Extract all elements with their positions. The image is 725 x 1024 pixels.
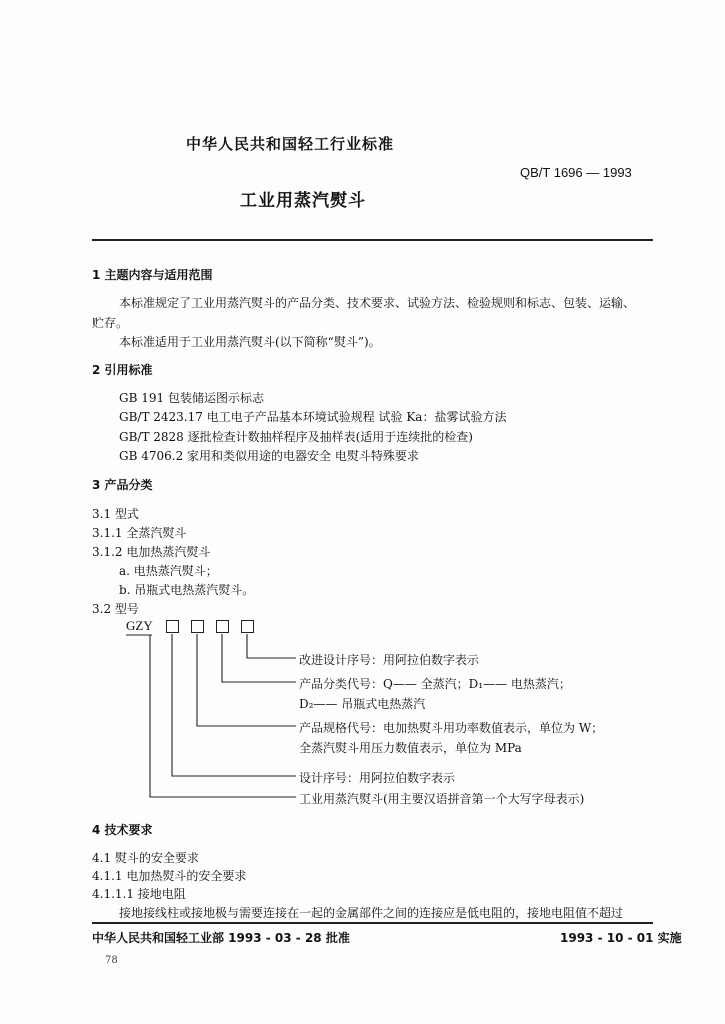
section-2-heading: 2 引用标准 (92, 363, 153, 377)
clause-3-1-1: 3.1.1 全蒸汽熨斗 (92, 526, 187, 540)
callout-spec-line-2: 全蒸汽熨斗用压力数值表示，单位为 MPa (299, 741, 522, 755)
reference-item: GB/T 2423.17 电工电子产品基本环境试验规程 试验 Ka：盐雾试验方法 (119, 410, 507, 424)
model-box-4 (241, 620, 254, 633)
section-3-heading: 3 产品分类 (92, 478, 153, 492)
section-4-heading: 4 技术要求 (92, 823, 153, 837)
standard-code: QB/T 1696 — 1993 (520, 165, 632, 180)
callout-category-line-1: 产品分类代号：Q—— 全蒸汽；D₁—— 电热蒸汽； (299, 677, 571, 691)
clause-4-body: 接地接线柱或接地极与需要连接在一起的金属部件之间的连接应是低电阻的，接地电阻值不超过 (119, 906, 624, 920)
issuer-approval: 中华人民共和国轻工业部 1993 - 03 - 28 批准 (92, 931, 350, 945)
model-box-3 (216, 620, 229, 633)
clause-3-1: 3.1 型式 (92, 507, 139, 521)
callout-category-line-2: D₂—— 吊瓶式电热蒸汽 (299, 697, 426, 711)
effective-date: 1993 - 10 - 01 实施 (560, 931, 682, 945)
model-box-2 (191, 620, 204, 633)
callout-product-code: 工业用蒸汽熨斗(用主要汉语拼音第一个大写字母表示) (299, 792, 585, 806)
section-1-para-1-line-2: 贮存。 (92, 316, 129, 330)
section-1-para-2: 本标准适用于工业用蒸汽熨斗(以下简称“熨斗”)。 (119, 335, 381, 349)
callout-design-seq: 设计序号：用阿拉伯数字表示 (299, 771, 456, 785)
header-divider (92, 239, 653, 241)
section-1-heading: 1 主题内容与适用范围 (92, 268, 213, 282)
reference-item: GB 4706.2 家用和类似用途的电器安全 电熨斗特殊要求 (119, 449, 419, 463)
reference-item: GB/T 2828 逐批检查计数抽样程序及抽样表(适用于连续批的检查) (119, 430, 473, 444)
callout-spec-line-1: 产品规格代号：电加热熨斗用功率数值表示，单位为 W； (299, 721, 604, 735)
section-1-para-1-line-1: 本标准规定了工业用蒸汽熨斗的产品分类、技术要求、试验方法、检验规则和标志、包装、运输、 (119, 296, 636, 310)
reference-item: GB 191 包装储运图示标志 (119, 391, 264, 405)
clause-3-2: 3.2 型号 (92, 602, 139, 616)
list-item-b: b. 吊瓶式电热蒸汽熨斗。 (119, 583, 255, 597)
model-box-1 (166, 620, 179, 633)
model-prefix: GZY (126, 618, 153, 633)
page-number: 78 (105, 955, 118, 966)
clause-4-1: 4.1 熨斗的安全要求 (92, 851, 199, 865)
list-item-a: a. 电热蒸汽熨斗； (119, 564, 218, 578)
footer-divider (92, 922, 653, 924)
clause-4-1-1-1: 4.1.1.1 接地电阻 (92, 887, 186, 901)
clause-4-1-1: 4.1.1 电加热熨斗的安全要求 (92, 869, 247, 883)
agency-title: 中华人民共和国轻工行业标准 (186, 135, 395, 153)
document-title: 工业用蒸汽熨斗 (240, 191, 366, 211)
clause-3-1-2: 3.1.2 电加热蒸汽熨斗 (92, 545, 211, 559)
callout-revision: 改进设计序号：用阿拉伯数字表示 (299, 653, 480, 667)
